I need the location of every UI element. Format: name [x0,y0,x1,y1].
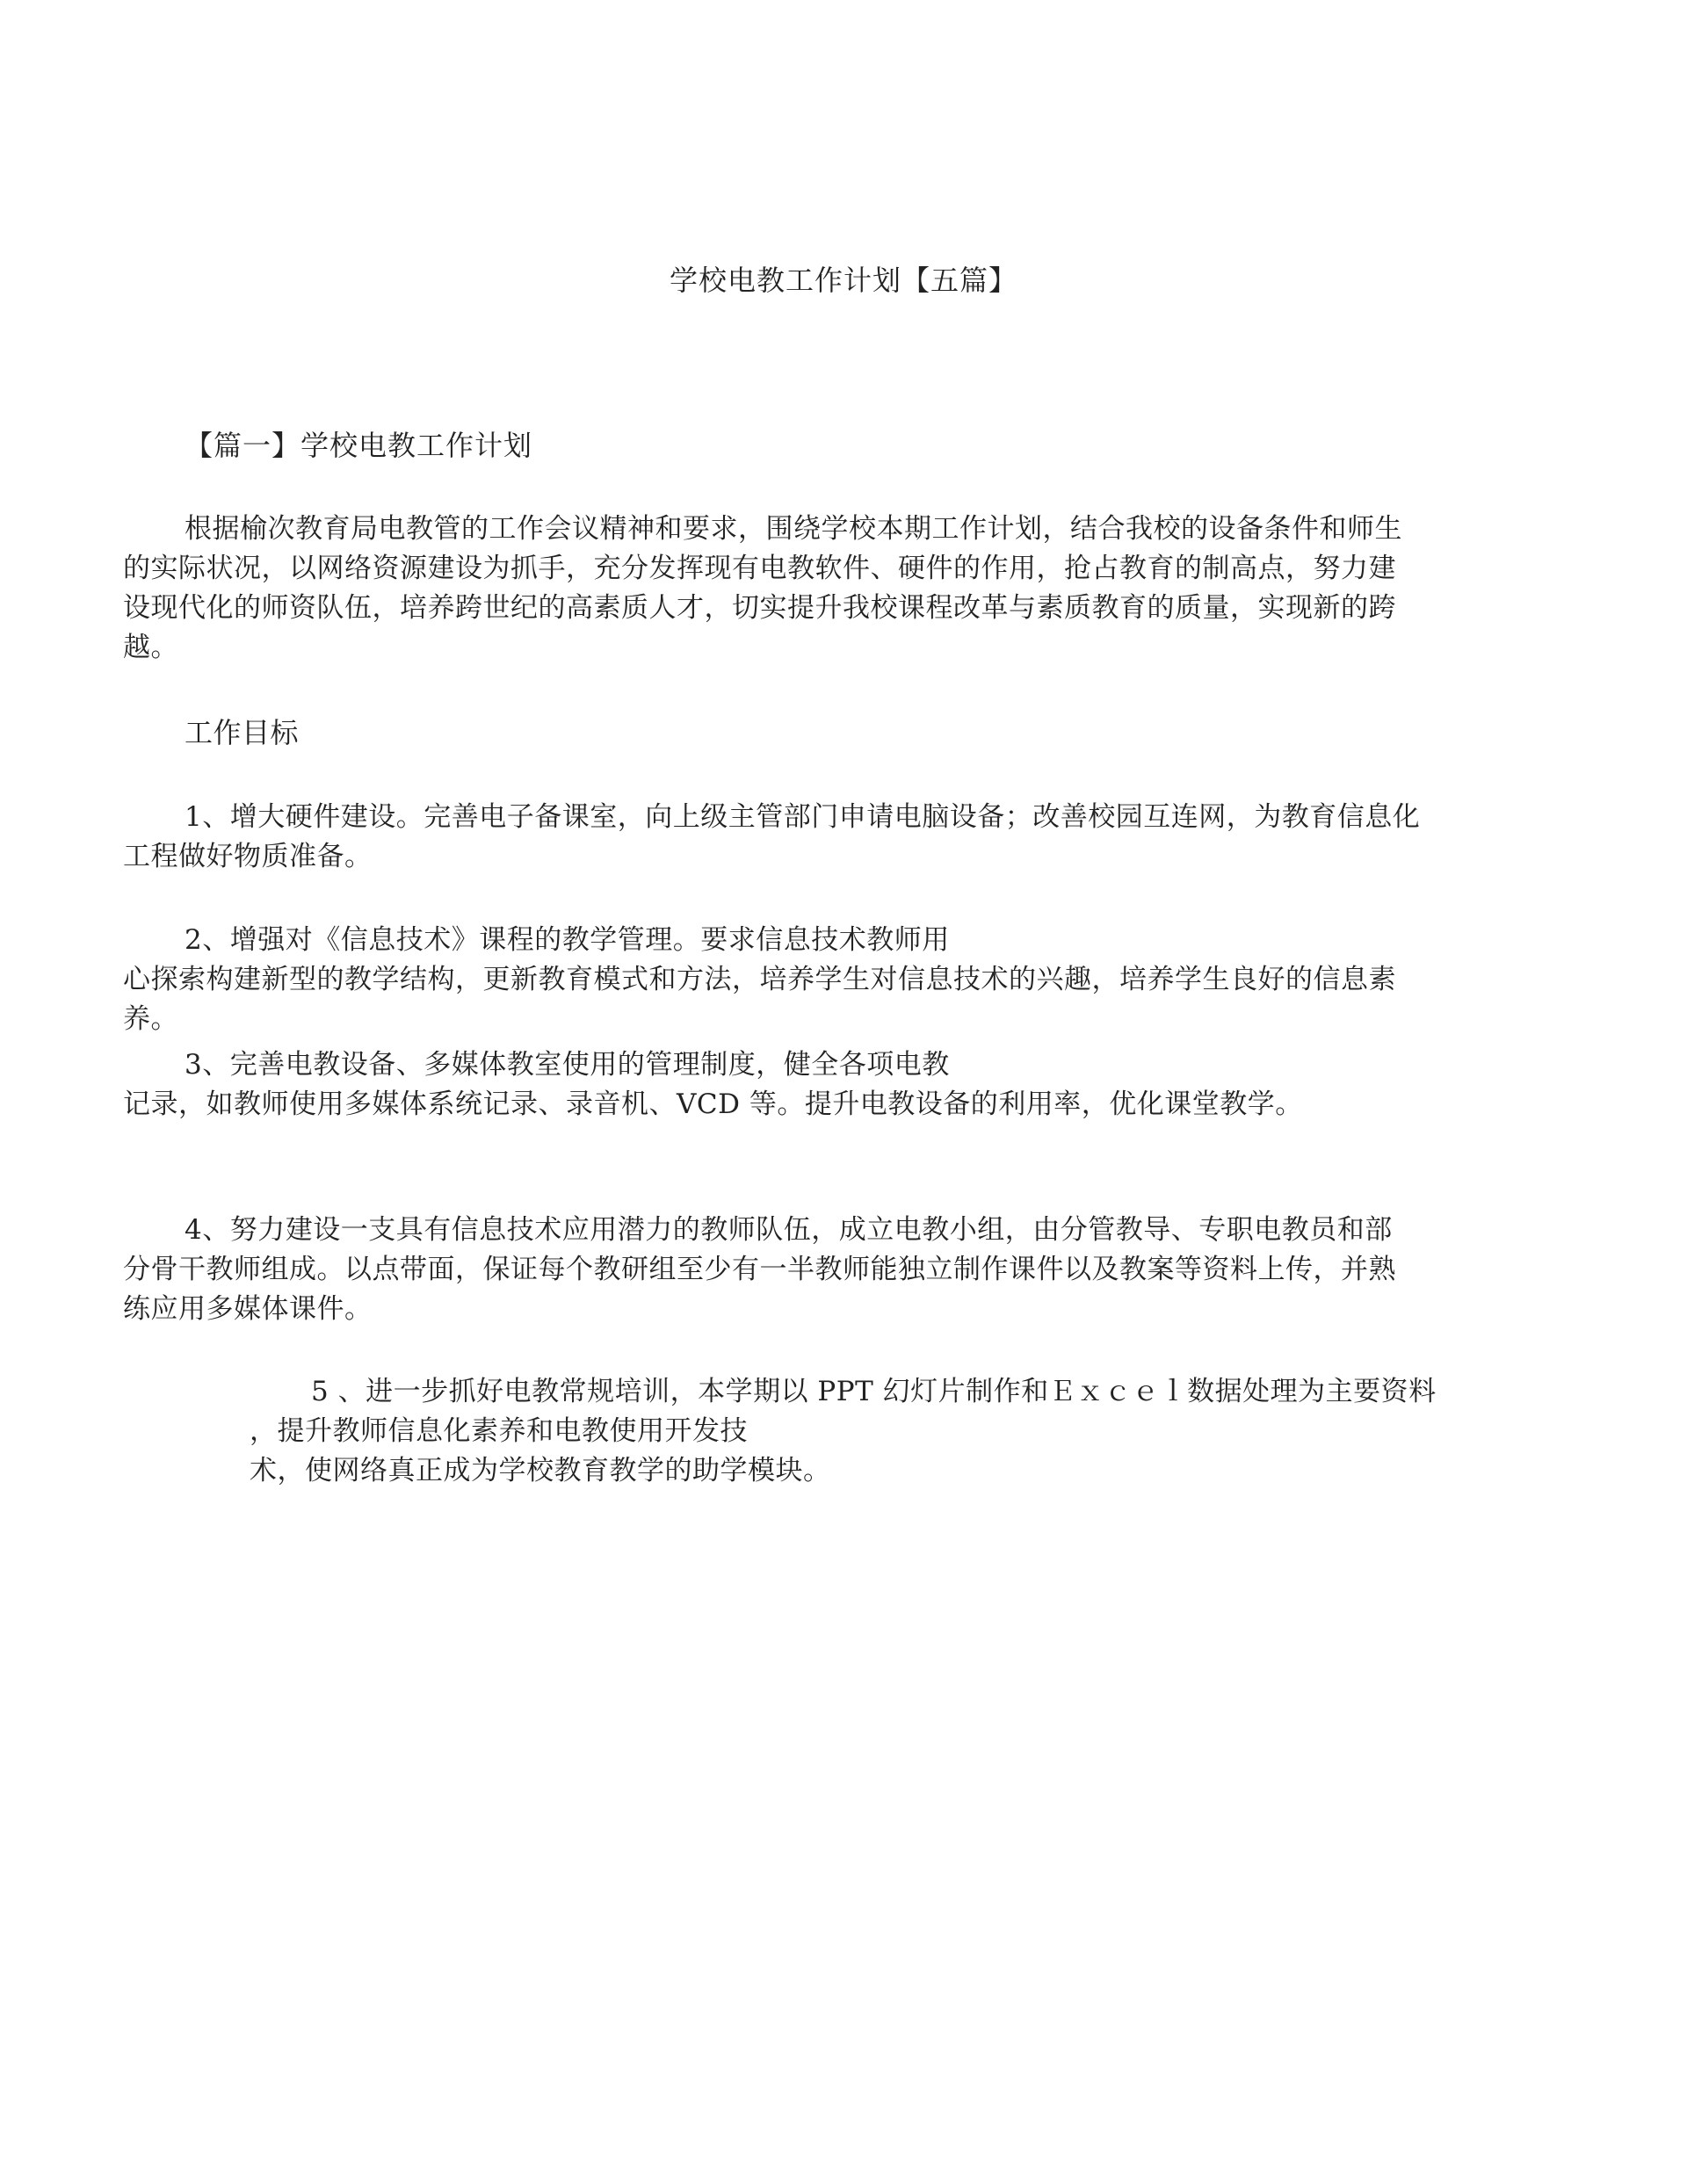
goal-item-line: ，提升教师信息化素养和电教使用开发技 [250,1415,748,1447]
goal-item-line: 心探索构建新型的教学结构，更新教育模式和方法，培养学生对信息技术的兴趣，培养学生良好的信息素 [123,964,1396,995]
goal-item-4 [123,1211,1541,1329]
goal-item-line: 5 、进一步抓好电教常规培训，本学期以 PPT 幻灯片制作和Ｅｘｃｅｌ数据处理为主要资料 [311,1376,1437,1407]
intro-line: 的实际状况，以网络资源建设为抓手，充分发挥现有电教软件、硬件的作用，抢占教育的制高点，努力建 [123,553,1396,584]
intro-line: 设现代化的师资队伍，培养跨世纪的高素质人才，切实提升我校课程改革与素质教育的质量，实现新的跨 [123,592,1396,624]
goal-item-line: 工程做好物质准备。 [123,841,373,872]
goal-item-line: 练应用多媒体课件。 [123,1293,373,1325]
document-title: 学校电教工作计划【五篇】 [669,264,1017,297]
goal-item-line: 术，使网络真正成为学校教育教学的助学模块。 [250,1455,831,1486]
goal-item-3 [123,1045,1541,1125]
goal-item-line: 1、增大硬件建设。完善电子备课室，向上级主管部门申请电脑设备；改善校园互连网，为教育信息化 [185,801,1421,833]
goal-item-line: 3、完善电教设备、多媒体教室使用的管理制度，健全各项电教 [185,1049,950,1081]
intro-line: 根据榆次教育局电教管的工作会议精神和要求，围绕学校本期工作计划，结合我校的设备条件和师生 [185,513,1402,545]
goal-item-line: 分骨干教师组成。以点带面，保证每个教研组至少有一半教师能独立制作课件以及教案等资料上传，并熟 [123,1254,1396,1285]
goal-item-line: 养。 [123,1003,178,1035]
goals-heading: 工作目标 [185,716,300,749]
goal-item-line: 记录，如教师使用多媒体系统记录、录音机、VCD 等。提升电教设备的利用率，优化课堂教学。 [123,1088,1303,1120]
goal-item-5 [250,1372,1541,1491]
goal-item-line: 2、增强对《信息技术》课程的教学管理。要求信息技术教师用 [185,924,950,956]
goal-item-2 [123,921,1541,1039]
intro-line: 越。 [123,632,178,663]
goal-item-1 [123,798,1541,877]
intro-paragraph [123,510,1541,668]
section-heading: 【篇一】学校电教工作计划 [185,429,533,462]
goal-item-line: 4、努力建设一支具有信息技术应用潜力的教师队伍，成立电教小组，由分管教导、专职电教员和部 [185,1214,1393,1246]
